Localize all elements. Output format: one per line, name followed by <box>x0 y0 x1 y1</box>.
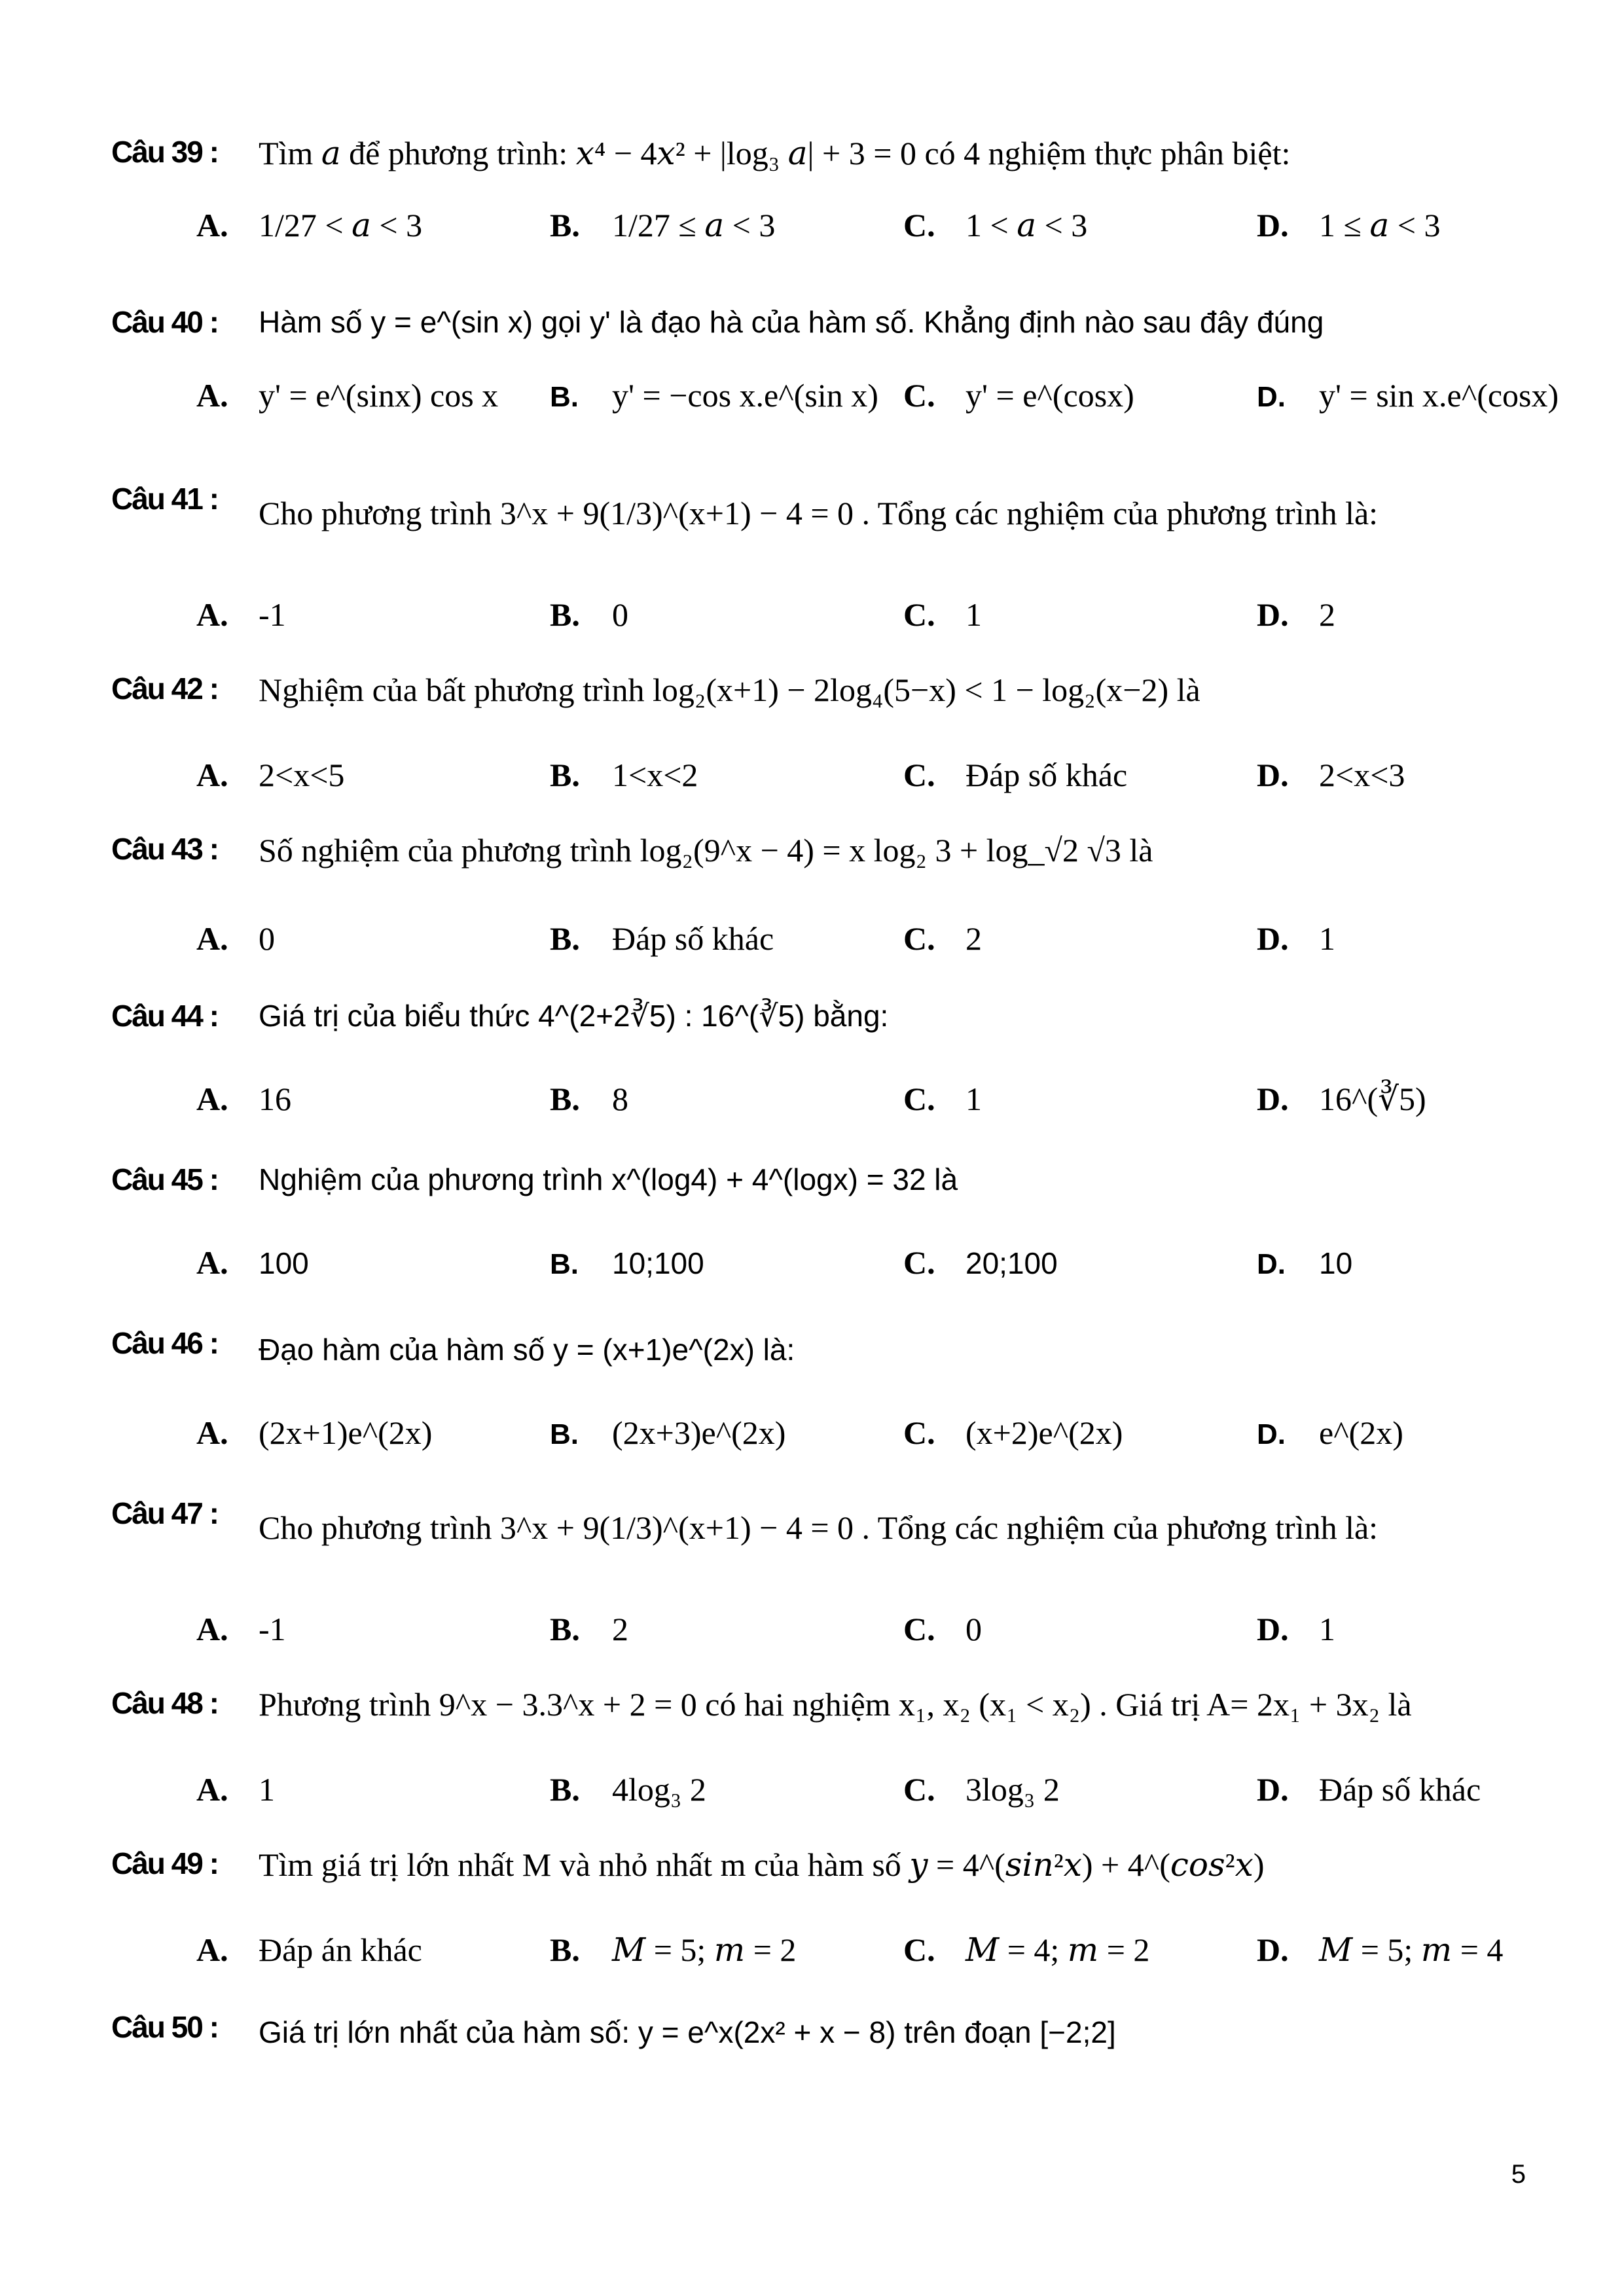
question-stem: Nghiệm của phương trình x^(log4) + 4^(logx) = 32 là <box>259 1162 958 1196</box>
question-stem: Số nghiệm của phương trình log₂(9^x − 4) = x log₂ 3 + log_√2 √3 là <box>259 832 1153 869</box>
option-d[interactable]: D. 1 ≤ 𝑎 < 3 <box>1257 207 1441 243</box>
question-45 <box>111 1162 1538 1309</box>
question-number: Câu 39 : <box>111 135 218 169</box>
question-number: Câu 42 : <box>111 672 218 706</box>
page-number: 5 <box>1511 2160 1526 2189</box>
question-number: Câu 47 : <box>111 1496 218 1530</box>
option-b[interactable]: B. (2x+3)e^(2x) <box>550 1414 786 1451</box>
option-c[interactable]: C. 20;100 <box>903 1244 1058 1281</box>
question-stem: Cho phương trình 3^x + 9(1/3)^(x+1) − 4 = 0 . Tổng các nghiệm của phương trình là: <box>259 1509 1379 1546</box>
question-stem: Giá trị của biểu thức 4^(2+2∛5) : 16^(∛5) bằng: <box>259 999 889 1033</box>
option-b[interactable]: B. 1<x<2 <box>550 757 698 793</box>
option-d[interactable]: D. y' = sin x.e^(cosx) <box>1257 377 1559 414</box>
option-c[interactable]: C. 0 <box>903 1611 982 1647</box>
option-c[interactable]: C. (x+2)e^(2x) <box>903 1414 1123 1451</box>
question-number: Câu 48 : <box>111 1686 218 1720</box>
option-b[interactable]: B. 𝑀 = 5; 𝑚 = 2 <box>550 1931 797 1968</box>
option-d[interactable]: D. 10 <box>1257 1246 1353 1280</box>
option-d[interactable]: D. 1 <box>1257 1611 1335 1647</box>
option-b[interactable]: B. 10;100 <box>550 1246 704 1280</box>
question-stem: Giá trị lớn nhất của hàm số: y = e^x(2x² + x − 8) trên đoạn [−2;2] <box>259 2015 1116 2049</box>
question-48 <box>111 1685 1538 1836</box>
question-number: Câu 44 : <box>111 999 218 1033</box>
option-c[interactable]: C. 1 <box>903 1081 982 1117</box>
question-number: Câu 46 : <box>111 1326 218 1360</box>
question-39 <box>111 134 1538 272</box>
option-b[interactable]: B. Đáp số khác <box>550 920 774 957</box>
option-a[interactable]: A. 100 <box>196 1244 309 1281</box>
option-a[interactable]: A. -1 <box>196 596 286 633</box>
question-number: Câu 41 : <box>111 482 218 516</box>
question-41 <box>111 481 1538 661</box>
option-b[interactable]: B. 8 <box>550 1081 628 1117</box>
option-b[interactable]: B. 2 <box>550 1611 628 1647</box>
option-a[interactable]: A. 0 <box>196 920 275 957</box>
question-43 <box>111 831 1538 985</box>
question-42 <box>111 671 1538 821</box>
option-d[interactable]: D. 𝑀 = 5; 𝑚 = 4 <box>1257 1931 1504 1968</box>
option-c[interactable]: C. Đáp số khác <box>903 757 1128 793</box>
question-stem: Tìm 𝑎 để phương trình: 𝑥⁴ − 4𝑥² + |log₃ 𝑎| + 3 = 0 có 4 nghiệm thực phân biệt: <box>259 135 1291 171</box>
option-c[interactable]: C. 1 < 𝑎 < 3 <box>903 207 1088 243</box>
option-a[interactable]: A. 16 <box>196 1081 291 1117</box>
option-a[interactable]: A. Đáp án khác <box>196 1931 422 1968</box>
question-stem: Tìm giá trị lớn nhất M và nhỏ nhất m của hàm số 𝑦 = 4^(𝑠𝑖𝑛²𝑥) + 4^(𝑐𝑜𝑠²𝑥) <box>259 1846 1265 1883</box>
question-40 <box>111 304 1559 442</box>
option-a[interactable]: A. 1/27 < 𝑎 < 3 <box>196 207 423 243</box>
question-50 <box>111 2009 1538 2081</box>
question-number: Câu 43 : <box>111 832 218 866</box>
question-49 <box>111 1846 1538 1996</box>
question-47 <box>111 1496 1538 1676</box>
option-d[interactable]: D. 16^(∛5) <box>1257 1081 1426 1117</box>
option-b[interactable]: B. y' = −cos x.e^(sin x) <box>550 377 878 414</box>
option-a[interactable]: A. 2<x<5 <box>196 757 345 793</box>
option-a[interactable]: A. -1 <box>196 1611 286 1647</box>
question-stem: Nghiệm của bất phương trình log₂(x+1) − 2log₄(5−x) < 1 − log₂(x−2) là <box>259 672 1200 708</box>
option-d[interactable]: D. 2<x<3 <box>1257 757 1405 793</box>
option-a[interactable]: A. (2x+1)e^(2x) <box>196 1414 433 1451</box>
option-d[interactable]: D. 1 <box>1257 920 1335 957</box>
question-number: Câu 49 : <box>111 1846 218 1880</box>
question-stem: Cho phương trình 3^x + 9(1/3)^(x+1) − 4 = 0 . Tổng các nghiệm của phương trình là: <box>259 495 1379 531</box>
question-stem: Đạo hàm của hàm số y = (x+1)e^(2x) là: <box>259 1333 795 1367</box>
option-b[interactable]: B. 1/27 ≤ 𝑎 < 3 <box>550 207 776 243</box>
option-d[interactable]: D. 2 <box>1257 596 1335 633</box>
option-a[interactable]: A. 1 <box>196 1771 275 1808</box>
option-c[interactable]: C. 𝑀 = 4; 𝑚 = 2 <box>903 1931 1150 1968</box>
option-d[interactable]: D. e^(2x) <box>1257 1414 1403 1451</box>
question-number: Câu 50 : <box>111 2010 218 2044</box>
question-number: Câu 40 : <box>111 305 218 339</box>
option-b[interactable]: B. 4log₃ 2 <box>550 1771 706 1808</box>
question-stem: Phương trình 9^x − 3.3^x + 2 = 0 có hai nghiệm x₁, x₂ (x₁ < x₂) . Giá trị A= 2x₁ + 3x₂ là <box>259 1686 1412 1723</box>
question-44 <box>111 998 1538 1145</box>
question-number: Câu 45 : <box>111 1162 218 1196</box>
option-c[interactable]: C. 1 <box>903 596 982 633</box>
option-c[interactable]: C. y' = e^(cosx) <box>903 377 1134 414</box>
option-d[interactable]: D. Đáp số khác <box>1257 1771 1481 1808</box>
option-b[interactable]: B. 0 <box>550 596 628 633</box>
question-46 <box>111 1325 1538 1479</box>
option-c[interactable]: C. 2 <box>903 920 982 957</box>
option-a[interactable]: A. y' = e^(sinx) cos x <box>196 377 499 414</box>
question-stem: Hàm số y = e^(sin x) gọi y' là đạo hà của hàm số. Khẳng định nào sau đây đúng <box>259 305 1324 339</box>
option-c[interactable]: C. 3log₃ 2 <box>903 1771 1060 1808</box>
